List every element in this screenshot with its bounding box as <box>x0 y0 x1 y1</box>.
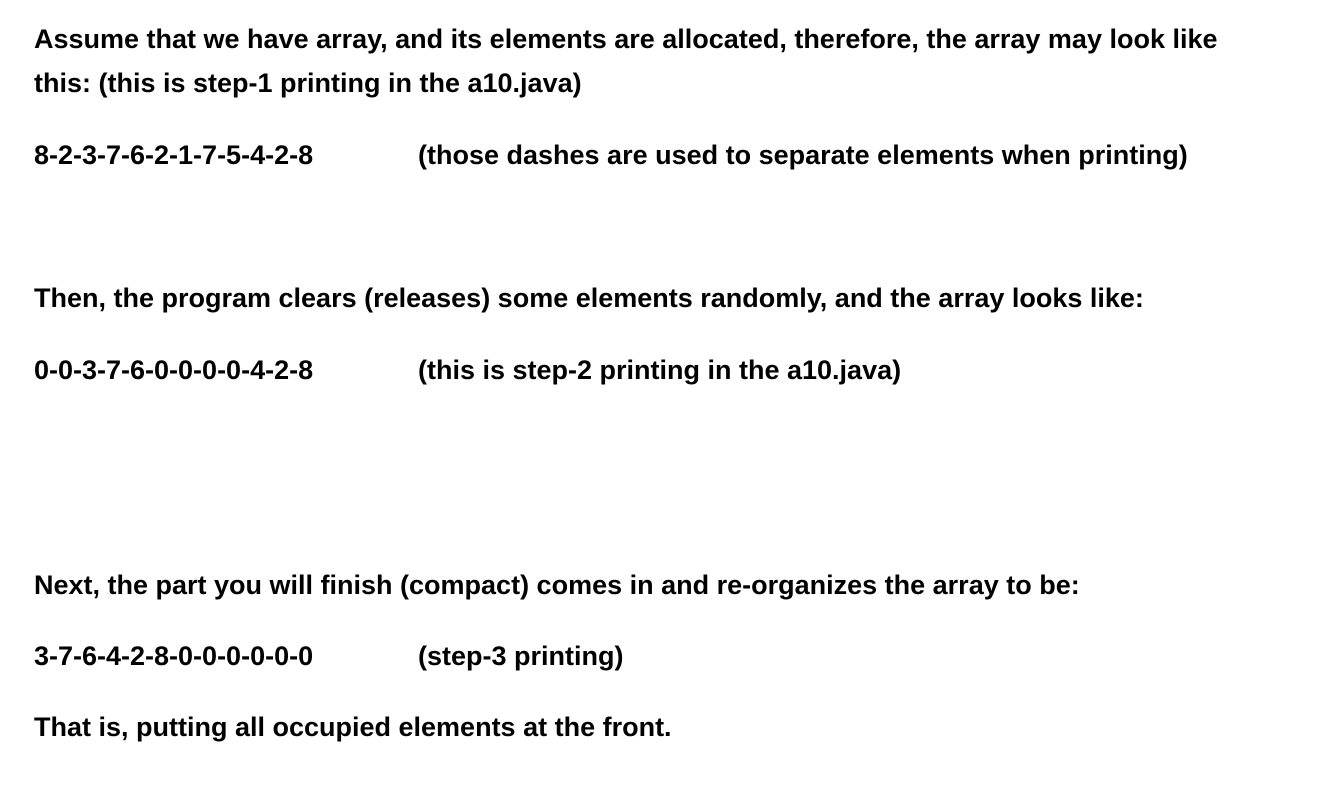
intro-line-2: this: (this is step-1 printing in the a10.java) <box>34 68 582 98</box>
conclusion-paragraph: That is, putting all occupied elements at the front. <box>34 712 672 742</box>
step-1-note: (those dashes are used to separate elements when printing) <box>418 140 1188 170</box>
step-1-row <box>34 139 1188 171</box>
intro-line-1: Assume that we have array, and its elements are allocated, therefore, the array may look like <box>34 24 1218 54</box>
then-paragraph: Then, the program clears (releases) some elements randomly, and the array looks like: <box>34 283 1144 313</box>
step-3-note: (step-3 printing) <box>418 641 624 671</box>
next-paragraph: Next, the part you will finish (compact) comes in and re-organizes the array to be: <box>34 570 1080 600</box>
step-3-row <box>34 640 623 672</box>
step-2-note: (this is step-2 printing in the a10.java) <box>418 355 902 385</box>
step-3-array: 3-7-6-4-2-8-0-0-0-0-0-0 <box>34 641 314 671</box>
step-1-array: 8-2-3-7-6-2-1-7-5-4-2-8 <box>34 140 314 170</box>
step-2-array: 0-0-3-7-6-0-0-0-0-4-2-8 <box>34 355 314 385</box>
step-2-row <box>34 354 901 386</box>
